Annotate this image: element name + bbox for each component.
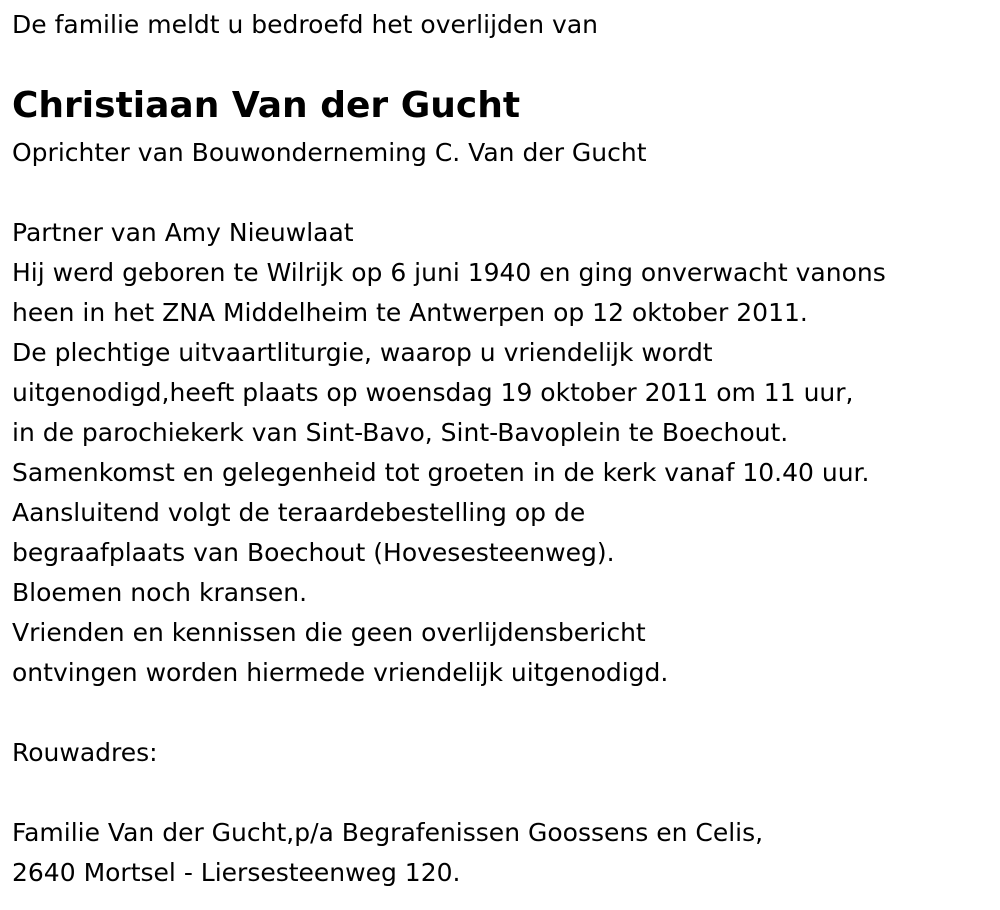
deceased-name: Christiaan Van der Gucht <box>12 85 521 126</box>
body-line: ontvingen worden hiermede vriendelijk uitgenodigd. <box>12 658 669 687</box>
address-line: 2640 Mortsel - Liersesteenweg 120. <box>12 858 461 887</box>
body-line: Bloemen noch kransen. <box>12 578 308 607</box>
body-line: uitgenodigd,heeft plaats op woensdag 19 oktober 2011 om 11 uur, <box>12 378 854 407</box>
body-line: in de parochiekerk van Sint-Bavo, Sint-Bavoplein te Boechout. <box>12 418 789 447</box>
body-line: Vrienden en kennissen die geen overlijdensbericht <box>12 618 646 647</box>
body-line: begraafplaats van Boechout (Hovesesteenweg). <box>12 538 615 567</box>
notice-body <box>12 213 886 693</box>
body-line: Hij werd geboren te Wilrijk op 6 juni 1940 en ging onverwacht vanons <box>12 258 886 287</box>
deceased-title: Oprichter van Bouwonderneming C. Van der Gucht <box>12 138 647 167</box>
address-line: Familie Van der Gucht,p/a Begrafenissen Goossens en Celis, <box>12 818 764 847</box>
address-label: Rouwadres: <box>12 738 158 767</box>
body-line: Partner van Amy Nieuwlaat <box>12 218 354 247</box>
body-line: Samenkomst en gelegenheid tot groeten in de kerk vanaf 10.40 uur. <box>12 458 870 487</box>
intro-text: De familie meldt u bedroefd het overlijden van <box>12 10 599 39</box>
body-line: De plechtige uitvaartliturgie, waarop u vriendelijk wordt <box>12 338 713 367</box>
body-line: Aansluitend volgt de teraardebestelling op de <box>12 498 586 527</box>
body-line: heen in het ZNA Middelheim te Antwerpen op 12 oktober 2011. <box>12 298 808 327</box>
mourning-address <box>12 813 763 893</box>
